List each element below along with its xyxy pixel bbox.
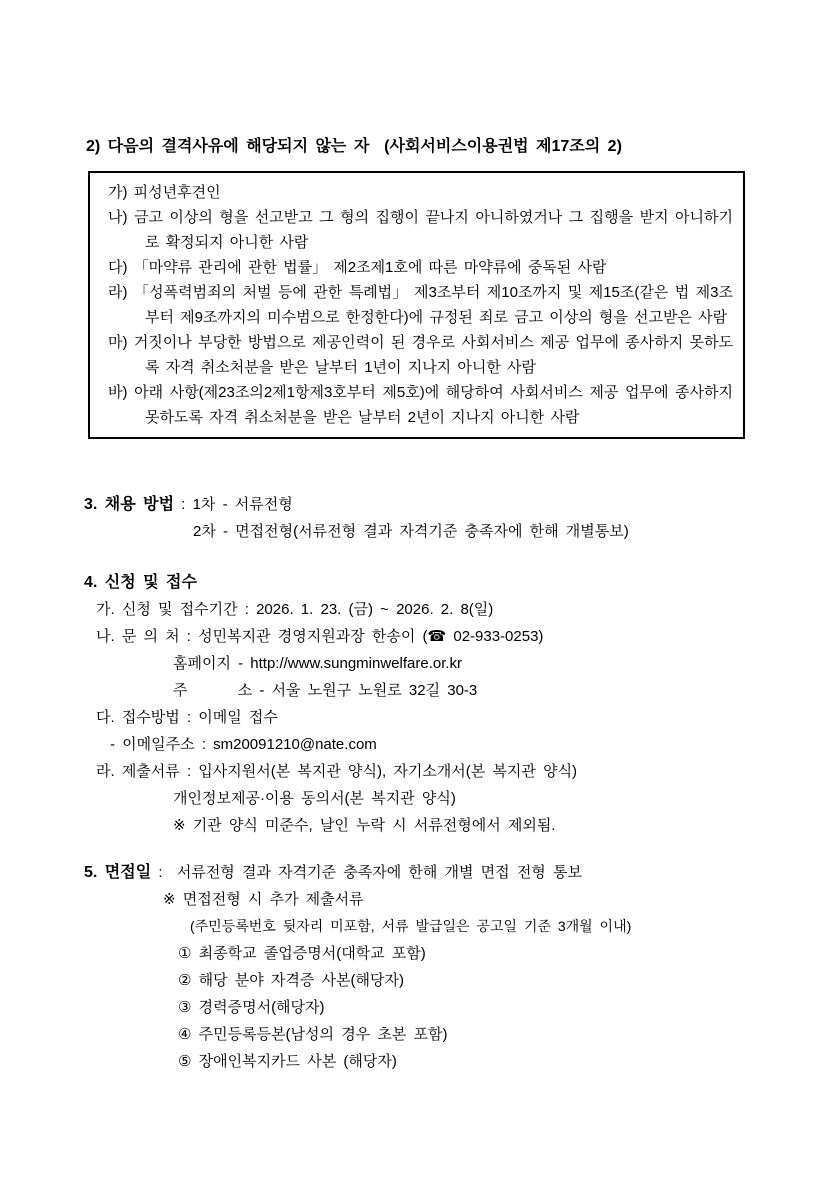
section-interview bbox=[0, 859, 835, 1075]
interview-doc-item-2: ② 해당 분야 자격증 사본(해당자) bbox=[178, 972, 404, 989]
contact-text: 나. 문 의 처 : 성민복지관 경영지원과장 한송이 ( bbox=[96, 628, 428, 645]
item-text: 「마약류 관리에 관한 법률」 제2조제1호에 따른 마약류에 중독된 사람 bbox=[133, 259, 607, 276]
application-period: 가. 신청 및 접수기간 : 2026. 1. 23. (금) ~ 2026. 2. 8(일) bbox=[96, 601, 494, 618]
required-documents-line-1: 라. 제출서류 : 입사지원서(본 복지관 양식), 자기소개서(본 복지관 양식) bbox=[96, 763, 578, 780]
required-documents-line-2: 개인정보제공·이용 동의서(본 복지관 양식) bbox=[173, 790, 456, 807]
email-address-line: - 이메일주소 : sm20091210@nate.com bbox=[110, 736, 377, 753]
contact-line bbox=[96, 623, 835, 650]
interview-doc-item-3: ③ 경력증명서(해당자) bbox=[178, 999, 325, 1016]
method-stage-2: 2차 - 면접전형(서류전형 결과 자격기준 충족자에 한해 개별통보) bbox=[193, 523, 629, 540]
section-3-title: 3. 채용 방법 bbox=[84, 496, 175, 513]
contact-phone: 02-933-0253) bbox=[446, 628, 544, 645]
phone-icon: ☎ bbox=[427, 628, 447, 645]
section-4-title: 4. 신청 및 접수 bbox=[84, 574, 197, 591]
item-label: 마) bbox=[108, 334, 128, 351]
disqualification-box bbox=[88, 171, 745, 439]
receipt-method-line: 다. 접수방법 : 이메일 접수 bbox=[96, 709, 278, 726]
item-text: 거짓이나 부당한 방법으로 제공인력이 된 경우로 사회서비스 제공 업무에 종사하지 못하도록 자격 취소처분을 받은 날부터 1년이 지나지 아니한 사람 bbox=[133, 334, 733, 376]
section-recruitment-method bbox=[0, 491, 835, 545]
interview-doc-item-4: ④ 주민등록등본(남성의 경우 초본 포함) bbox=[178, 1026, 448, 1043]
interview-doc-item-1: ① 최종학교 졸업증명서(대학교 포함) bbox=[178, 945, 426, 962]
item-label: 가) bbox=[108, 184, 128, 201]
disqualification-item-na bbox=[108, 205, 733, 255]
interview-extra-docs-note: ※ 면접전형 시 추가 제출서류 bbox=[163, 891, 364, 908]
required-documents-note: ※ 기관 양식 미준수, 날인 누락 시 서류전형에서 제외됨. bbox=[173, 817, 556, 834]
item-label: 나) bbox=[108, 209, 128, 226]
item-label: 바) bbox=[108, 384, 128, 401]
section-3-heading-line bbox=[84, 491, 835, 518]
disqualification-item-ra bbox=[108, 280, 733, 330]
section-5-heading-line bbox=[84, 859, 835, 886]
disqualification-item-da bbox=[108, 255, 733, 280]
interview-doc-item-5: ⑤ 장애인복지카드 사본 (해당자) bbox=[178, 1053, 397, 1070]
section-application bbox=[0, 569, 835, 839]
item-label: 다) bbox=[108, 259, 128, 276]
item-label: 라) bbox=[108, 284, 128, 301]
disqualification-item-ma bbox=[108, 330, 733, 380]
item-text: 「성폭력범죄의 처벌 등에 관한 특례법」 제3조부터 제10조까지 및 제15조(같은 법 제3조부터 제9조까지의 미수범으로 한정한다)에 규정된 죄로 금고 이상의 형을 선고받은 사람 bbox=[133, 284, 734, 326]
homepage-line: 홈페이지 - http://www.sungminwelfare.or.kr bbox=[173, 655, 463, 672]
address-line: 주 소 - 서울 노원구 노원로 32길 30-3 bbox=[173, 682, 478, 699]
disqualification-item-ga bbox=[108, 180, 733, 205]
page-title: 2) 다음의 결격사유에 해당되지 않는 자 (사회서비스이용권법 제17조의 2) bbox=[86, 138, 622, 155]
section-3-separator: : bbox=[174, 496, 193, 513]
section-5-text: : 서류전형 결과 자격기준 충족자에 한해 개별 면접 전형 통보 bbox=[151, 864, 582, 881]
item-text: 피성년후견인 bbox=[133, 184, 221, 201]
item-text: 금고 이상의 형을 선고받고 그 형의 집행이 끝나지 아니하였거나 그 집행을 받지 아니하기로 확정되지 아니한 사람 bbox=[133, 209, 733, 251]
method-stage-1: 1차 - 서류전형 bbox=[192, 496, 293, 513]
item-text: 아래 사항(제23조의2제1항제3호부터 제5호)에 해당하여 사회서비스 제공 업무에 종사하지 못하도록 자격 취소처분을 받은 날부터 2년이 지나지 아니한 사람 bbox=[134, 384, 733, 426]
interview-docs-detail-note: (주민등록번호 뒷자리 미포함, 서류 발급일은 공고일 기준 3개월 이내) bbox=[190, 918, 632, 934]
disqualification-item-ba bbox=[108, 380, 733, 430]
section-5-title: 5. 면접일 bbox=[84, 864, 152, 881]
